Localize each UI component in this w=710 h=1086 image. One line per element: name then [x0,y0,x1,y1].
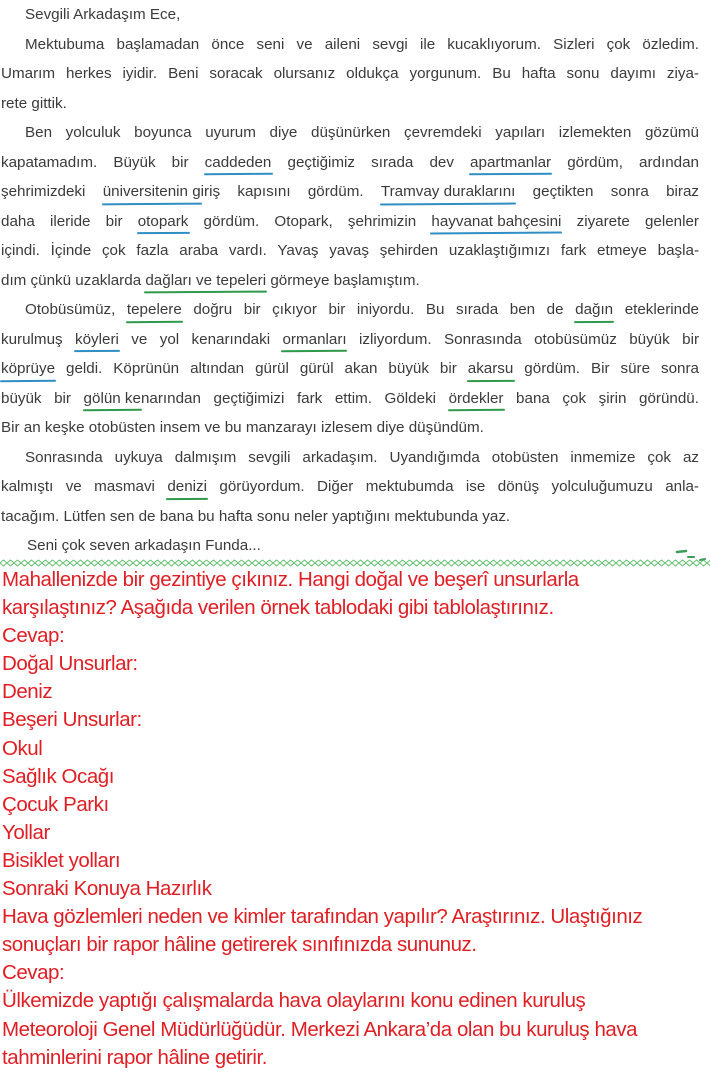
letter-line [1,354,699,384]
letter-text: ziyarete gelenler [561,212,699,230]
natural-element-underline: denizi [167,472,207,502]
letter-text: içindi. İçinde çok fazla araba vardı. Yavaş yavaş şehirden uzaklaştığımızı fark etmeye başla- [1,242,699,259]
letter-line [1,207,699,237]
natural-element-underline: dağları ve tepeleri [145,266,266,296]
letter-line [1,59,699,89]
question-2-line-1: Hava gözlemleri neden ve kimler tarafından yapılır? Araştırınız. Ulaştığınız [2,905,643,929]
human-element-item: Çocuk Parkı [2,792,109,816]
answer-2-label: Cevap: [2,961,65,985]
letter-text: görüyordum. Diğer mektubumda ise dönüş yolculuğumuzu anla- [207,478,699,495]
answer-1-label: Cevap: [2,624,65,648]
letter-text: geçtikten sonra biraz [515,183,699,200]
letter-text: büyük bir [1,389,84,407]
natural-element-underline: ördekler [449,384,504,414]
letter-greeting: Sevgili Arkadaşım Ece, [25,6,181,23]
letter-line [25,118,699,148]
human-element-underline: caddeden [205,148,272,178]
human-elements-heading: Beşeri Unsurlar: [2,708,142,732]
human-element-underline: hayvanat bahçesini [431,207,561,237]
letter-text: izliyordum. Sonrasında otobüsümüz büyük bir [346,330,699,348]
question-1-line-1: Mahallenizde bir gezintiye çıkınız. Hangi doğal ve beşerî unsurlarla [2,568,579,591]
answer-2-line-1: Ülkemizde yaptığı çalışmalarda hava olaylarını konu edinen kuruluş [2,989,586,1013]
letter-text: gördüm. Otopark, şehrimizin [188,212,432,230]
letter-line [25,30,699,60]
human-element-item: Sağlık Ocağı [2,764,114,788]
letter-line [1,148,699,178]
human-element-underline: köyleri [75,325,119,355]
letter-line [1,384,699,414]
letter-line [25,443,699,473]
letter-text: görmeye başlamıştım. [266,271,420,289]
next-topic-heading: Sonraki Konuya Hazırlık [2,877,212,901]
letter-line [1,89,67,119]
letter-line [1,236,699,266]
letter-text: Sonrasında uykuya dalmışım sevgili arkadaşım. Uyandığımda otobüsten inmemize çok az [25,448,699,466]
letter-line [1,177,699,207]
letter-text: tacağım. Lütfen sen de bana bu hafta sonu neler yaptığını mektubunda yaz. [1,507,511,525]
letter-text: iriş kapısını gördüm. [200,183,381,200]
letter-line [1,472,699,502]
natural-element-underline: tepelere [127,295,182,325]
letter-text: dım çünkü uzaklarda [1,271,146,289]
letter-text: ve yol kenarındaki [118,330,283,348]
letter-text: rete gittik. [1,94,67,112]
letter-text: Bir an keşke otobüsten insem ve bu manzarayı izlesem diye düşündüm. [1,419,484,436]
natural-element-underline: gölün ke [84,384,141,414]
letter-text: bana çok şirin göründü. [503,389,699,407]
human-element-item: Bisiklet yolları [2,848,121,872]
question-2-line-2: sonuçları bir rapor hâline getirerek sınıfınızda sununuz. [2,933,477,957]
human-element-item: Okul [2,736,43,760]
letter-line [1,325,699,355]
letter-text: Otobüsümüz, [25,301,127,318]
letter-text: gördüm. Bir süre sonra [513,360,699,377]
letter-text: gördüm, ardından [551,153,699,171]
human-element-item: Yollar [2,820,50,844]
letter-line [1,266,420,296]
letter-signature: Seni çok seven arkadaşın Funda... [27,537,261,554]
letter-text: kapatamadım. Büyük bir [1,153,205,171]
decorative-dash-mark-icon [672,548,710,562]
human-element-underline: köprüye [1,354,55,384]
natural-element-underline: akarsu [468,354,514,384]
letter-text: şehrimizdeki [1,183,103,200]
letter-text: geçtiğimiz sırada dev [271,153,471,171]
letter-text: Mektubuma başlamadan önce seni ve aileni sevgi ile kucaklıyorum. Sizleri çok özledim. [25,35,699,53]
letter-text: narından geçtiğimizi fark ettim. Göldeki [140,389,449,407]
natural-element-underline: ormanları [282,325,346,355]
letter-text: Ben yolculuk boyunca uyurum diye düşünürken çevremdeki yapıları izlemekten gözümü [25,124,699,141]
natural-elements-heading: Doğal Unsurlar: [2,652,138,676]
letter-line [1,413,484,443]
human-element-underline: apartmanlar [470,148,551,178]
answer-section [2,566,710,1072]
letter-text: doğru bir çıkıyor bir iniyordu. Bu sırada ben de [181,301,576,318]
letter-text: Umarım herkes iyidir. Beni soracak olursanız oldukça yorgunum. Bu hafta sonu dayımı ziya- [1,65,699,82]
human-element-underline: Tramvay duraklarını [381,177,515,207]
question-1-line-2: karşılaştınız? Aşağıda verilen örnek tablodaki gibi tablolaştırınız. [2,596,554,620]
human-element-underline: otopark [138,207,189,237]
letter-text: kurulmuş [1,330,76,348]
letter-text: geldi. Köprünün altından gürül gürül akan büyük bir [55,360,468,377]
letter-text: daha ileride bir [1,212,138,230]
answer-2-line-2: Meteoroloji Genel Müdürlüğüdür. Merkezi Ankara’da olan bu kuruluş hava [2,1017,638,1041]
natural-element-item: Deniz [2,680,53,704]
human-element-underline: üniversitenin g [103,177,201,207]
natural-element-underline: dağın [575,295,613,325]
letter-line [1,502,510,532]
letter-text: kalmıştı ve masmavi [1,478,168,495]
answer-2-line-3: tahminlerini rapor hâline getirir. [2,1045,268,1069]
letter-line [25,295,699,325]
letter-text: eteklerinde [613,301,699,318]
